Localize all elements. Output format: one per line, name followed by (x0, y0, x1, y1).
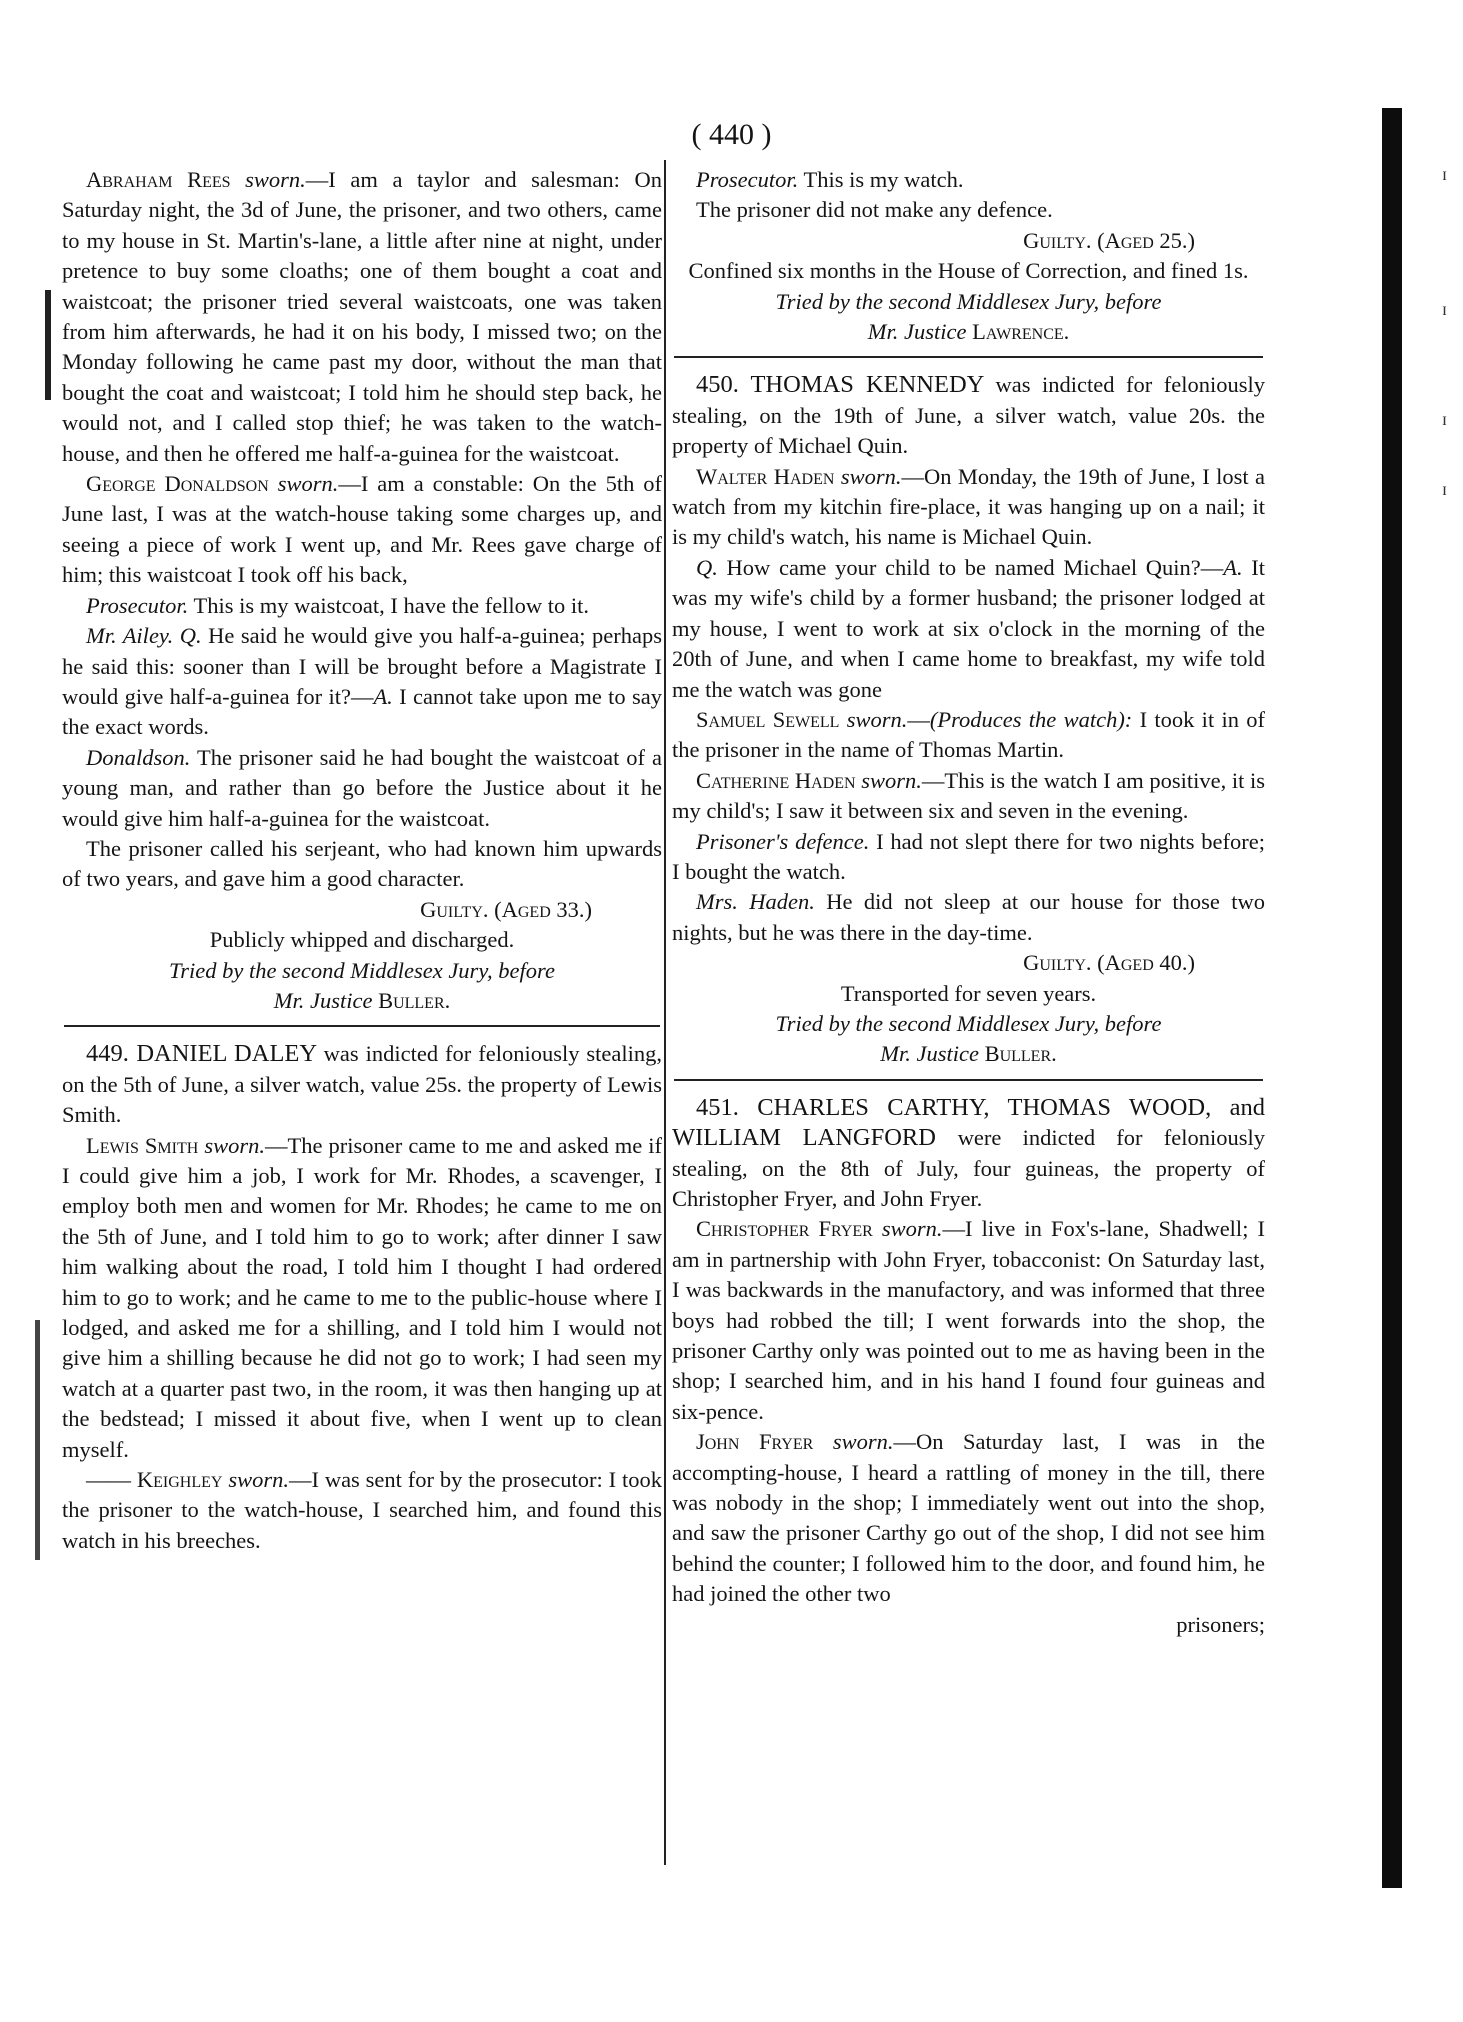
speaker-name: Catherine Haden (696, 767, 856, 793)
question-text: He said he would give you half-a-guinea; perhaps he said this: sooner than I will be brought before a Magistrate I would give half-a-guinea for it? (62, 623, 662, 709)
sworn-label: sworn. (245, 167, 306, 192)
prisoner-defence (672, 827, 1265, 888)
testimony-christopher-fryer: Christopher Fryer sworn.—I live in Fox's-lane, Shadwell; I am in partnership with John Fryer, tobacconist: On Saturday last, I was backwards in the manufactory, and was informed that three boys had robbed the till; I went forwards into the shop, the prisoner Carthy only was pointed out to me as having been in the shop; I searched him, and in his hand I found four guineas and six-pence. (672, 1216, 1266, 1424)
sworn-label: sworn. (861, 767, 922, 793)
speaker-label: Mrs. Haden. (696, 889, 815, 915)
section-rule (674, 1079, 1263, 1081)
sentence: Publicly whipped and discharged. (209, 927, 515, 953)
answer-text: It was my wife's child by a former husband; the prisoner lodged at my house, I went to work at six o'clock in the morning of the 20th of June, and when I came home to breakfast, my wife told me the watch was gone (672, 554, 1266, 702)
question-mark: Q. (696, 554, 718, 580)
section-rule (674, 356, 1263, 358)
statement-text: This is my watch. (803, 167, 964, 192)
statement-text: He did not sleep at our house for those two nights, but he was there in the day-time. (672, 889, 1266, 945)
speaker-name: Lewis Smith (86, 1132, 199, 1158)
sentence: Confined six months in the House of Correction, and fined 1s. (688, 258, 1249, 284)
statement-text: The prisoner said he had bought the waistcoat of a young man, and rather than go before the Justice about it he would give him half-a-guinea for the waistcoat. (62, 744, 662, 831)
speaker-name: Samuel Sewell (696, 706, 840, 732)
statement-text: This is my waistcoat, I have the fellow to it. (193, 592, 590, 618)
statement-mrs-haden (672, 887, 1265, 948)
speaker-name: George Donaldson (86, 471, 269, 497)
speaker-name: Walter Haden (696, 463, 835, 489)
testimony-text: I am a constable: On the 5th of June last, I was at the watch-house taking some charges up, and seeing a piece of work I went up, and Mr. Rees gave charge of him; this waistcoat I took off his back, (62, 471, 663, 588)
indictment-text: was indicted for feloniously stealing, on the 5th of June, a silver watch, value 25s. the property of Lewis Smith. (62, 1041, 663, 1128)
speaker-name: Abraham Rees (86, 167, 231, 192)
indictment-451 (672, 1093, 1265, 1215)
judge-name: Mr. Justice Buller. (880, 1041, 1057, 1067)
question-ailey: Mr. Ailey. Q. He said he would give you half-a-guinea; perhaps he said this: sooner than I will be brought before a Magistrate I would give half-a-guinea for it?—A. I cannot take upon me to say the exact words. (62, 623, 662, 740)
verdict: Guilty. (Aged 40.) (1023, 950, 1195, 976)
sworn-label: sworn. (228, 1467, 289, 1493)
page-number: ( 440 ) (691, 118, 772, 151)
indictment-text: was indicted for feloniously stealing, on the 19th of June, a silver watch, value 20s. the property of Michael Quin. (672, 372, 1265, 459)
margin-mark: ɪ (1442, 299, 1448, 319)
character-witness: The prisoner called his serjeant, who had known him upwards of two years, and gave him a good character. (62, 835, 662, 892)
case-number: 450. (696, 371, 739, 399)
margin-mark (45, 290, 51, 400)
answer-mark: A. (373, 683, 393, 709)
testimony-text: I was sent for by the prosecutor: I took the prisoner to the watch-house, I searched him, and found this watch in his breeches. (62, 1467, 663, 1553)
margin-mark: ɪ (1442, 409, 1448, 429)
margin-mark: ɪ (1442, 479, 1448, 499)
testimony-text: I took it in of the prisoner in the name of Thomas Martin. (672, 706, 1266, 763)
statement-prosecutor (62, 591, 662, 621)
verdict: Guilty. (Aged 25.) (1023, 227, 1195, 253)
defendant-name: DANIEL DALEY (136, 1040, 317, 1068)
speaker-label: Prisoner's defence. (696, 828, 870, 854)
testimony-rees: Abraham Rees sworn.—I am a taylor and salesman: On Saturday night, the 3d of June, the prisoner, and two others, came to my house in St. Martin's-lane, a little after nine at night, under pretence to buy some cloaths; one of them bought a coat and waistcoat; the prisoner tried several waistcoats, one was taken from him afterwards, he had it on his body, I missed two; on the Monday following he came past my door, without the man that bought the coat and waistcoat; I told him he should step back, he would not, and I called stop thief; he was taken to the watch-house, and then he offered me half-a-guinea for the waistcoat. (62, 167, 662, 466)
column-rule (664, 160, 666, 1865)
speaker-label: Mr. Ailey. (86, 623, 174, 649)
question-mark: Q. (179, 623, 202, 649)
testimony-text: On Saturday last, I was in the accompting-house, I heard a rattling of money in the till, there was nobody in the shop; I immediately went out into the shop, and saw the prisoner Carthy go out of the shop, I did not see him behind the counter; I followed him to the door, and found him, he had joined the other two (672, 1429, 1266, 1607)
statement-prosecutor (672, 165, 1265, 195)
testimony-sewell: Samuel Sewell sworn.—(Produces the watch): I took it in of the prisoner in the name of Thomas Martin. (672, 706, 1266, 763)
no-defence: The prisoner did not make any defence. (696, 197, 1053, 223)
speaker-label: Prosecutor. (86, 592, 189, 618)
tried-before: Tried by the second Middlesex Jury, before (775, 1010, 1162, 1036)
sentence: Transported for seven years. (840, 980, 1097, 1006)
section-rule (64, 1025, 660, 1027)
testimony-donaldson: George Donaldson sworn.—I am a constable: On the 5th of June last, I was at the watch-house taking some charges up, and seeing a piece of work I went up, and Mr. Rees gave charge of him; this waistcoat I took off his back, (62, 471, 663, 588)
judge-name: Mr. Justice Lawrence. (867, 319, 1070, 345)
testimony-keighley: —— Keighley sworn.—I was sent for by the prosecutor: I took the prisoner to the watch-house, I searched him, and found this watch in his breeches. (62, 1467, 663, 1553)
sworn-label: sworn. (204, 1132, 266, 1158)
indictment-text: were indicted for feloniously stealing, on the 8th of July, four guineas, the property of Christopher Fryer, and John Fryer. (672, 1125, 1266, 1211)
statement-donaldson (62, 743, 662, 834)
testimony-text: The prisoner came to me and asked me if I could give him a job, I work for Mr. Rhodes, a scavenger, I employ both men and women for Mr. Rhodes; he came to me on the 5th of June, and I told him to go to work; after dinner I saw him walking about the road, I told him I thought I had ordered him to go to work; and he came to me to the public-house where I lodged, and asked me for a shilling, and I told him I would not give him a shilling because he did not go to work; I had seen my watch at a quarter past two, in the room, it was then hanging up at the bedstead; I missed it about five, when I went up to clean myself. (62, 1132, 663, 1462)
catchword: prisoners; (1176, 1611, 1265, 1637)
question-text: How came your child to be named Michael Quin? (726, 554, 1201, 580)
testimony-smith: Lewis Smith sworn.—The prisoner came to me and asked me if I could give him a job, I work for Mr. Rhodes, a scavenger, I employ both men and women for Mr. Rhodes; he came to me on the 5th of June, and I told him to go to work; after dinner I saw him walking about the road, I told him I thought I had ordered him to go to work; and he came to me to the public-house where I lodged, and asked me for a shilling, and I told him I would not give him a shilling because he did not go to work; I had seen my watch at a quarter past two, in the room, it was then hanging up at the bedstead; I missed it about five, when I went up to clean myself. (62, 1132, 663, 1462)
defendant-name: THOMAS KENNEDY (750, 371, 984, 399)
produces-note: (Produces the watch): (929, 706, 1133, 732)
defendant-names: CHARLES CARTHY, THOMAS WOOD, and WILLIAM LANGFORD (672, 1093, 1266, 1152)
testimony-text: I am a taylor and salesman: On Saturday night, the 3d of June, the prisoner, and two others, came to my house in St. Martin's-lane, a little after nine at night, under pretence to buy some cloaths; one of them bought a coat and waistcoat; the prisoner tried several waistcoats, one was taken from him afterwards, he had it on his body, I missed two; on the Monday following he came past my door, without the man that bought the coat and waistcoat; I told him he should step back, he would not, and I called stop thief; he was taken to the watch-house, and then he offered me half-a-guinea for the waistcoat. (62, 167, 662, 466)
sworn-label: sworn. (277, 471, 339, 497)
sworn-label: sworn. (832, 1429, 894, 1455)
sworn-label: sworn. (881, 1216, 943, 1242)
testimony-text: On Monday, the 19th of June, I lost a watch from my kitchin fire-place, it was hanging up on a nail; it is my child's watch, his name is Michael Quin. (672, 463, 1266, 550)
question-haden: Q. How came your child to be named Michael Quin?—A. It was my wife's child by a former husband; the prisoner lodged at my house, I went to work at six o'clock in the morning of the 20th of June, and when I came home to breakfast, my wife told me the watch was gone (672, 554, 1266, 702)
margin-mark: ɪ (1442, 164, 1448, 184)
testimony-john-fryer: John Fryer sworn.—On Saturday last, I was in the accompting-house, I heard a rattling of money in the till, there was nobody in the shop; I immediately went out into the shop, and saw the prisoner Carthy go out of the shop, I did not see him behind the counter; I followed him to the door, and found him, he had joined the other two (672, 1429, 1266, 1607)
right-column (672, 165, 1265, 1640)
page-edge-bar (1382, 108, 1402, 1888)
testimony-catherine-haden: Catherine Haden sworn.—This is the watch I am positive, it is my child's; I saw it between six and seven in the evening. (672, 767, 1265, 824)
testimony-text: I live in Fox's-lane, Shadwell; I am in partnership with John Fryer, tobacconist: On Saturday last, I was backwards in the manufactory, and was informed that three boys had robbed the till; I went forwards into the shop, the prisoner Carthy only was pointed out to me as having been in the shop; I searched him, and in his hand I found four guineas and six-pence. (672, 1216, 1266, 1424)
case-number: 449. (86, 1040, 129, 1068)
answer-text: I cannot take upon me to say the exact words. (62, 683, 662, 740)
speaker-name: Keighley (136, 1467, 223, 1493)
speaker-name: John Fryer (696, 1429, 814, 1455)
indictment-450 (672, 370, 1265, 461)
case-number: 451. (696, 1093, 739, 1121)
margin-mark (35, 1320, 40, 1560)
speaker-label: Donaldson. (86, 744, 191, 770)
indictment-449 (62, 1039, 662, 1130)
testimony-text: This is the watch I am positive, it is my child's; I saw it between six and seven in the evening. (672, 767, 1265, 824)
speaker-label: Prosecutor. (696, 167, 799, 192)
sworn-label: sworn. (846, 706, 908, 732)
left-column (62, 165, 662, 1556)
verdict: Guilty. (Aged 33.) (420, 896, 592, 922)
judge-name: Mr. Justice Buller. (273, 987, 451, 1013)
statement-text: I had not slept there for two nights before; I bought the watch. (672, 828, 1265, 884)
answer-mark: A. (1223, 554, 1243, 580)
tried-before: Tried by the second Middlesex Jury, before (169, 957, 555, 983)
tried-before: Tried by the second Middlesex Jury, before (775, 288, 1162, 314)
testimony-walter-haden: Walter Haden sworn.—On Monday, the 19th of June, I lost a watch from my kitchin fire-place, it was hanging up on a nail; it is my child's watch, his name is Michael Quin. (672, 463, 1266, 550)
speaker-name: Christopher Fryer (696, 1216, 873, 1242)
sworn-label: sworn. (840, 463, 902, 489)
